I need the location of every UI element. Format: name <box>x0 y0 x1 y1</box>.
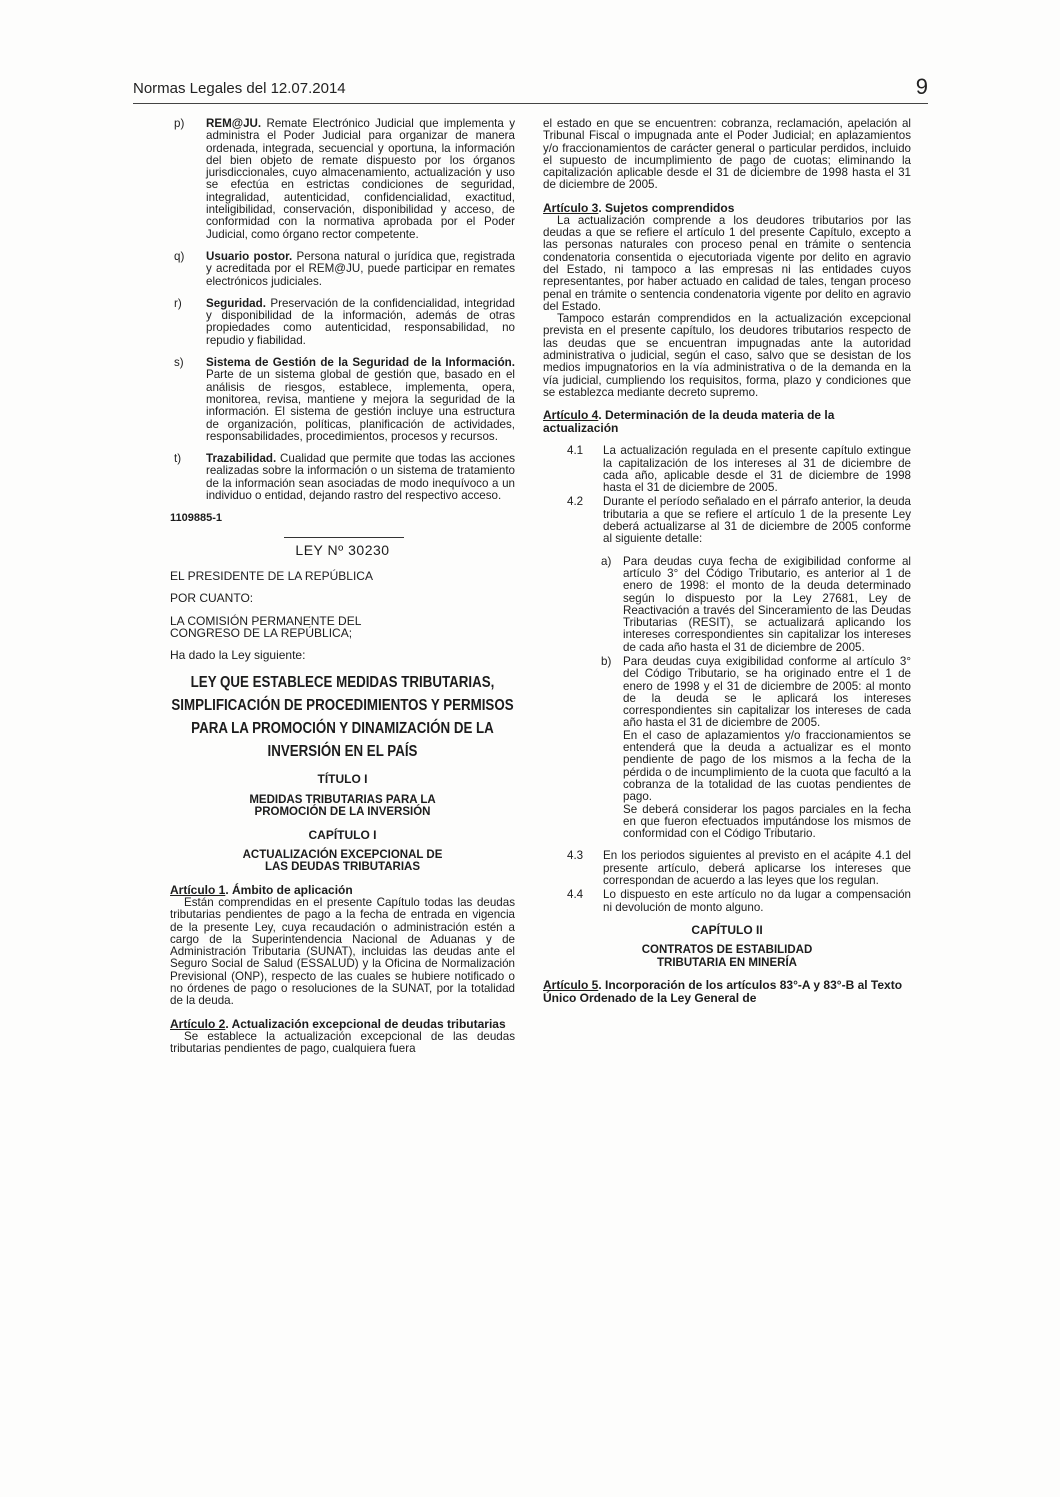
header-rule <box>133 103 928 104</box>
article-label: Artículo 1 <box>170 882 226 897</box>
definition-item <box>170 298 515 347</box>
item-text: Cualidad que permite que todas las acciones realizadas sobre la información o un sistema de tratamiento de la información sean asociadas de modo inequívoco a un individuo o entidad, dejando rastro del respectivo acceso. <box>206 452 515 503</box>
comision-line: LA COMISIÓN PERMANENTE DEL CONGRESO DE LA REPÚBLICA; <box>170 613 361 640</box>
article-3-para-1: La actualización comprende a los deudores tributarios por las deudas a que se refiere el artículo 1 del presente Capítulo, excepto a las personas naturales con proceso penal en trámite o sentencia condenatoria consentida o ejecutoriada vigente por delito en agravio del Estado, ni tampoco a las empresas ni las entidades cuyos representantes, por haber actuado en calidad de tales, tengan proceso penal en trámite o sentencia condenatoria vigente por delito en agravio del Estado. <box>543 213 911 313</box>
definition-item <box>170 453 515 502</box>
sub-item-b <box>543 656 911 840</box>
item-letter: s) <box>174 356 184 370</box>
law-title: LEY QUE ESTABLECE MEDIDAS TRIBUTARIAS, SIMPLIFICACIÓN DE PROCEDIMIENTOS Y PERMISOS PARA LA PROMOCIÓN Y DINAMIZACIÓN DE LA INVERSIÓN EN EL PAÍS <box>171 674 514 761</box>
item-text: Lo dispuesto en este artículo no da lugar a compensación ni devolución de monto alguno. <box>603 888 911 914</box>
article-title: . Ámbito de aplicación <box>225 882 353 897</box>
definition-item <box>170 357 515 443</box>
item-number: 4.3 <box>567 849 584 863</box>
sub-item-a <box>543 556 911 654</box>
journal-title: Normas Legales del 12.07.2014 <box>133 80 346 97</box>
item-text: Parte de un sistema global de gestión que, basado en el análisis de riesgos, establece, implementa, opera, monitorea, revisa, mantiene y mejora la seguridad de la información. El sistema de gestión incluye una estructura de organización, políticas, planificación de actividades, responsabilidades, procedimientos, procesos y recursos. <box>206 368 515 443</box>
item-number: 4.4 <box>567 888 584 902</box>
sub-item-letter: a) <box>601 554 612 568</box>
article-title: . Actualización excepcional de deudas tributarias <box>225 1016 506 1031</box>
item-term: Sistema de Gestión de la Seguridad de la Información. <box>206 356 515 370</box>
item-text: Durante el período señalado en el párrafo anterior, la deuda tributaria a que se refiere el artículo 1 de la presente Ley deberá actualizarse al 31 de diciembre de 2005 conforme al siguiente detalle: <box>603 495 911 546</box>
sub-item-text: Para deudas cuya exigibilidad conforme al artículo 3° del Código Tributario, se ha originado entre el 1 de enero de 1998 y el 31 de diciembre de 2005: al monto de la deuda se le aplicará los intereses correspondientes sin capitalizar los intereses de cada año hasta el 31 de diciembre de 2005. <box>623 654 911 730</box>
article-title: . Incorporación de los artículos 83°-A y 83°-B al Texto Único Ordenado de la Ley General de <box>543 978 903 1006</box>
president-line: EL PRESIDENTE DE LA REPÚBLICA <box>170 568 373 583</box>
item-text: Persona natural o jurídica que, registrada y acreditada por el REM@JU, puede participar en remates electrónicos judiciales. <box>206 249 515 288</box>
ha-dado-line: Ha dado la Ley siguiente: <box>170 648 306 663</box>
item-term: Seguridad. <box>206 296 266 310</box>
capitulo-subheading: ACTUALIZACIÓN EXCEPCIONAL DE LAS DEUDAS TRIBUTARIAS <box>242 848 443 874</box>
sub-item-para: Se deberá considerar los pagos parciales en la fecha en que fueron efectuados imputándose los mismos de conformidad con el Código Tributario. <box>623 802 911 841</box>
numbered-item <box>543 496 911 545</box>
article-4-heading <box>543 409 911 435</box>
article-label: Artículo 5 <box>543 978 599 993</box>
section-rule <box>284 537 404 538</box>
item-text: Preservación de la confidencialidad, integridad y disponibilidad de la información, además de otras propiedades como autenticidad, responsabilidad, no repudio y fiabilidad. <box>206 296 515 347</box>
definition-item <box>170 251 515 288</box>
article-1-text: Están comprendidas en el presente Capítulo todas las deudas tributarias pendientes de pago a la fecha de entrada en vigencia de la presente Ley, cuya recaudación o administración estén a cargo de la Superintendencia Nacional de Aduanas y de Administración Tributaria (SUNAT), incluidas las deudas ante el Seguro Social de Salud (ESSALUD) y la Oficina de Normalización Previsional (ONP), respecto de las cuales se hubiere notificado o no órdenes de pago o resoluciones de la SUNAT, por la totalidad de la deuda. <box>170 895 515 1008</box>
item-letter: t) <box>174 452 182 466</box>
article-label: Artículo 4 <box>543 408 599 423</box>
law-number: LEY Nº 30230 <box>295 541 390 558</box>
item-letter: r) <box>174 296 182 310</box>
item-text: En los periodos siguientes al previsto en el acápite 4.1 del presente artículo, deberá aplicarse los intereses que correspondan de acuerdo a las leyes que los regulan. <box>603 849 911 888</box>
article-3-para-2: Tampoco estarán comprendidos en la actualización excepcional prevista en el presente capítulo, los deudores tributarios respecto de las deudas que se encuentran impugnadas ante la autoridad administrativa o judicial, según el caso, salvo que se desistan de los medios impugnatorios en la vía administrativa o de la demanda en la vía judicial, cumpliendo los requisitos, forma, plazo y condiciones que se establezca mediante decreto supremo. <box>543 312 911 399</box>
capitulo-2-subheading: CONTRATOS DE ESTABILIDAD TRIBUTARIA EN MINERÍA <box>641 944 813 969</box>
item-number: 4.1 <box>567 444 584 458</box>
capitulo-2-heading: CAPÍTULO II <box>691 922 763 937</box>
sub-item-letter: b) <box>601 654 612 668</box>
numbered-item <box>543 445 911 494</box>
article-title: . Determinación de la deuda materia de la actualización <box>543 408 835 436</box>
item-text: La actualización regulada en el presente capítulo extingue la capitalización de los intereses al 31 de diciembre de cada año, aplicable desde el 31 de diciembre de 1998 hasta el 31 de diciembre de 2005. <box>603 444 911 495</box>
item-term: Usuario postor. <box>206 249 293 263</box>
article-label: Artículo 3 <box>543 200 599 215</box>
numbered-item <box>543 889 911 914</box>
page-number: 9 <box>915 74 928 99</box>
titulo-subheading: MEDIDAS TRIBUTARIAS PARA LA PROMOCIÓN DE LA INVERSIÓN <box>249 793 436 819</box>
article-2-heading <box>170 1018 515 1031</box>
page-header <box>133 74 928 102</box>
item-text: Remate Electrónico Judicial que implementa y administra el Poder Judicial para organizar de manera ordenada, integrada, secuencial y oportuna, la información del bien objeto de remate dispuesto por los órganos jurisdiccionales, cuyo almacenamiento, actualización y uso se efectúa en estrictas condiciones de seguridad, integralidad, autenticidad, confidencialidad, exactitud, inteligibilidad, conservación, disponibilidad y acceso, de conformidad con la normativa aprobada por el Poder Judicial, como órgano rector competente. <box>206 117 515 241</box>
reference-number: 1109885-1 <box>170 512 222 525</box>
item-letter: q) <box>174 249 185 263</box>
article-label: Artículo 2 <box>170 1016 226 1031</box>
continuation-text: el estado en que se encuentren: cobranza, reclamación, apelación al Tribunal Fiscal o impugnada ante el Poder Judicial; en aplazamientos y/o fraccionamientos de carácter general o particular perdidos, incluido el supuesto de incumplimiento de pago de cuotas; eliminando la capitalización aplicable desde el 31 de diciembre de 1998 hasta el 31 de diciembre de 2005. <box>543 117 911 192</box>
sub-item-para: En el caso de aplazamientos y/o fraccionamientos se entenderá que la deuda a actualizar es el monto pendiente de pago de los mismos a la fecha de la pérdida o de incumplimiento de la cuota que facultó a la cobranza de la totalidad de las cuotas pendientes de pago. <box>623 728 911 804</box>
article-3-heading <box>543 202 911 215</box>
article-2-text: Se establece la actualización excepcional de las deudas tributarias pendientes de pago, cualquiera fuera <box>170 1029 515 1055</box>
article-5-heading <box>543 979 911 1005</box>
por-cuanto: POR CUANTO: <box>170 591 254 606</box>
item-letter: p) <box>174 117 185 130</box>
item-term: Trazabilidad. <box>206 452 277 466</box>
definition-item <box>170 118 515 241</box>
numbered-item <box>543 850 911 887</box>
item-number: 4.2 <box>567 495 584 509</box>
titulo-heading: TÍTULO I <box>317 772 368 787</box>
article-title: . Sujetos comprendidos <box>598 200 735 215</box>
item-term: REM@JU. <box>206 117 262 130</box>
left-column <box>170 118 515 1055</box>
right-column <box>543 118 911 1005</box>
capitulo-heading: CAPÍTULO I <box>308 827 377 842</box>
sub-item-text: Para deudas cuya fecha de exigibilidad conforme al artículo 3° del Código Tributario, es anterior al 1 de enero de 1998: el monto de la deuda determinado según lo dispuesto por la Ley 27681, Ley de Reactivación a través del Sinceramiento de las Deudas Tributarias (RESIT), se actualizará aplicando los intereses correspondientes sin capitalizar los intereses de cada año hasta el 31 de diciembre de 2005. <box>623 554 911 654</box>
